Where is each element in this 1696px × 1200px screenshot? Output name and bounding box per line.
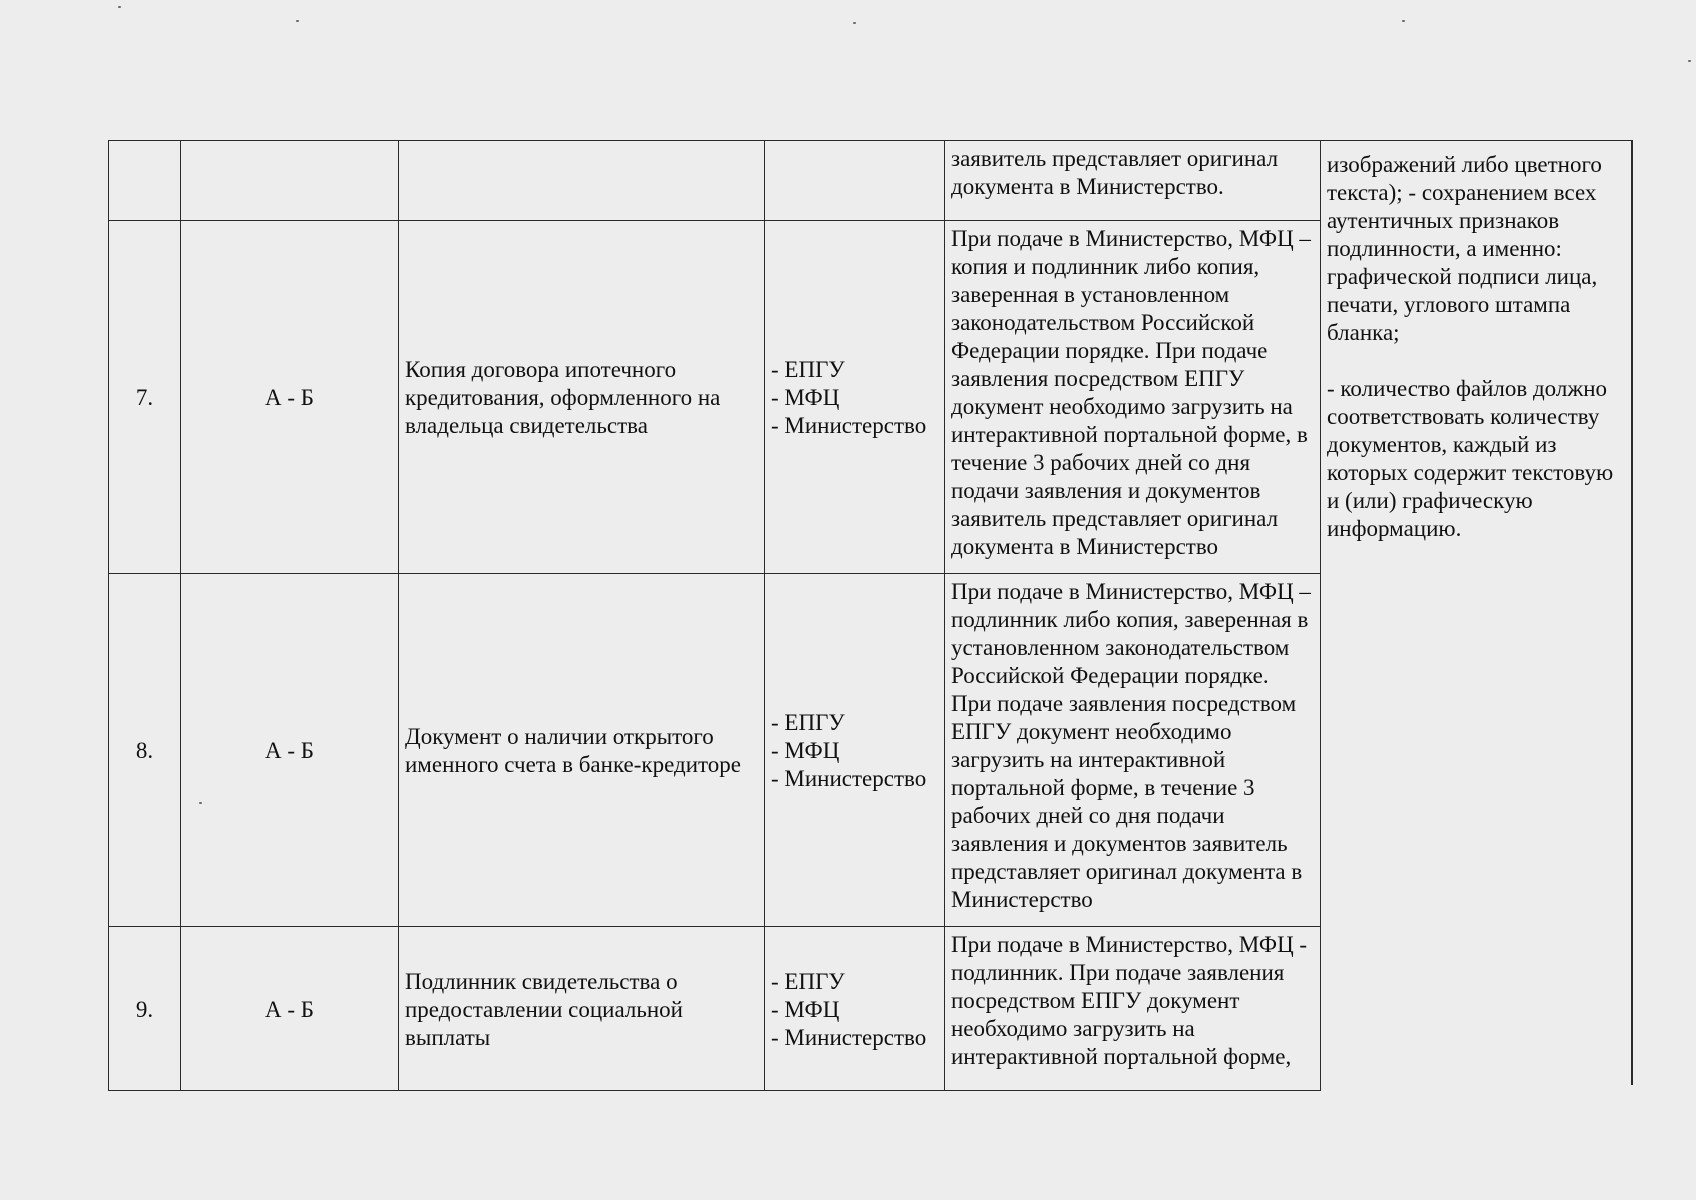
- channel-item: - ЕПГУ: [771, 968, 845, 994]
- row-procedure: При подаче в Министерство, МФЦ - подлинник. При подаче заявления посредством ЕПГУ документ необходимо загрузить на интерактивной портальной форме,: [945, 927, 1321, 1091]
- channel-item: - МФЦ: [771, 996, 840, 1022]
- table-right-edge: [1631, 140, 1633, 1085]
- scan-speck: [296, 20, 299, 22]
- row-number: [109, 141, 181, 221]
- row-document-name: Подлинник свидетельства о предоставлении социальной выплаты: [399, 927, 765, 1091]
- row-channels: [765, 927, 945, 1091]
- scan-speck: [1688, 60, 1691, 62]
- row-category: А - Б: [181, 574, 399, 927]
- channel-item: - МФЦ: [771, 385, 840, 410]
- channel-item: - ЕПГУ: [771, 710, 845, 735]
- scan-speck: [118, 6, 121, 8]
- row-procedure: При подаче в Министерство, МФЦ – подлинник либо копия, заверенная в установленном законодательством Российской Федерации порядке. При подаче заявления посредством ЕПГУ документ необходимо загрузить на интерактивной портальной форме, в течение 3 рабочих дней со дня подачи заявления и документов заявитель представляет оригинал документа в Министерство: [945, 574, 1321, 927]
- row-document-name: Документ о наличии открытого именного счета в банке-кредиторе: [399, 574, 765, 927]
- scan-speck: [1402, 20, 1405, 22]
- requirements-text-1: изображений либо цветного текста); - сохранением всех аутентичных признаков подлинности, а именно: графической подписи лица, печати, углового штампа бланка;: [1327, 152, 1602, 345]
- row-procedure: При подаче в Министерство, МФЦ – копия и подлинник либо копия, заверенная в установленном законодательством Российской Федерации порядке. При подаче заявления посредством ЕПГУ документ необходимо загрузить на интерактивной портальной форме, в течение 3 рабочих дней со дня подачи заявления и документов заявитель представляет оригинал документа в Министерство: [945, 221, 1321, 574]
- channel-item: - Министерство: [771, 766, 927, 791]
- row-channels: [765, 221, 945, 574]
- row-category: А - Б: [181, 927, 399, 1091]
- scan-speck: [853, 22, 856, 24]
- row-category: А - Б: [181, 221, 399, 574]
- row-channels: [765, 574, 945, 927]
- requirements-text-2: - количество файлов должно соответствовать количеству документов, каждый из которых содержит текстовую и (или) графическую информацию.: [1327, 376, 1614, 541]
- row-number: 9.: [109, 927, 181, 1091]
- row-number: 8.: [109, 574, 181, 927]
- row-number: 7.: [109, 221, 181, 574]
- row-document-name: [399, 141, 765, 221]
- row-procedure: заявитель представляет оригинал документа в Министерство.: [945, 141, 1321, 221]
- channel-item: - ЕПГУ: [771, 357, 845, 382]
- channel-item: - Министерство: [771, 1024, 927, 1050]
- row-document-name: Копия договора ипотечного кредитования, оформленного на владельца свидетельства: [399, 221, 765, 574]
- row-channels: [765, 141, 945, 221]
- row-category: [181, 141, 399, 221]
- requirements-cell: [1321, 141, 1632, 1091]
- documents-table: [108, 140, 1632, 1091]
- channel-item: - Министерство: [771, 413, 927, 438]
- channel-item: - МФЦ: [771, 738, 840, 763]
- table-row: [109, 141, 1632, 221]
